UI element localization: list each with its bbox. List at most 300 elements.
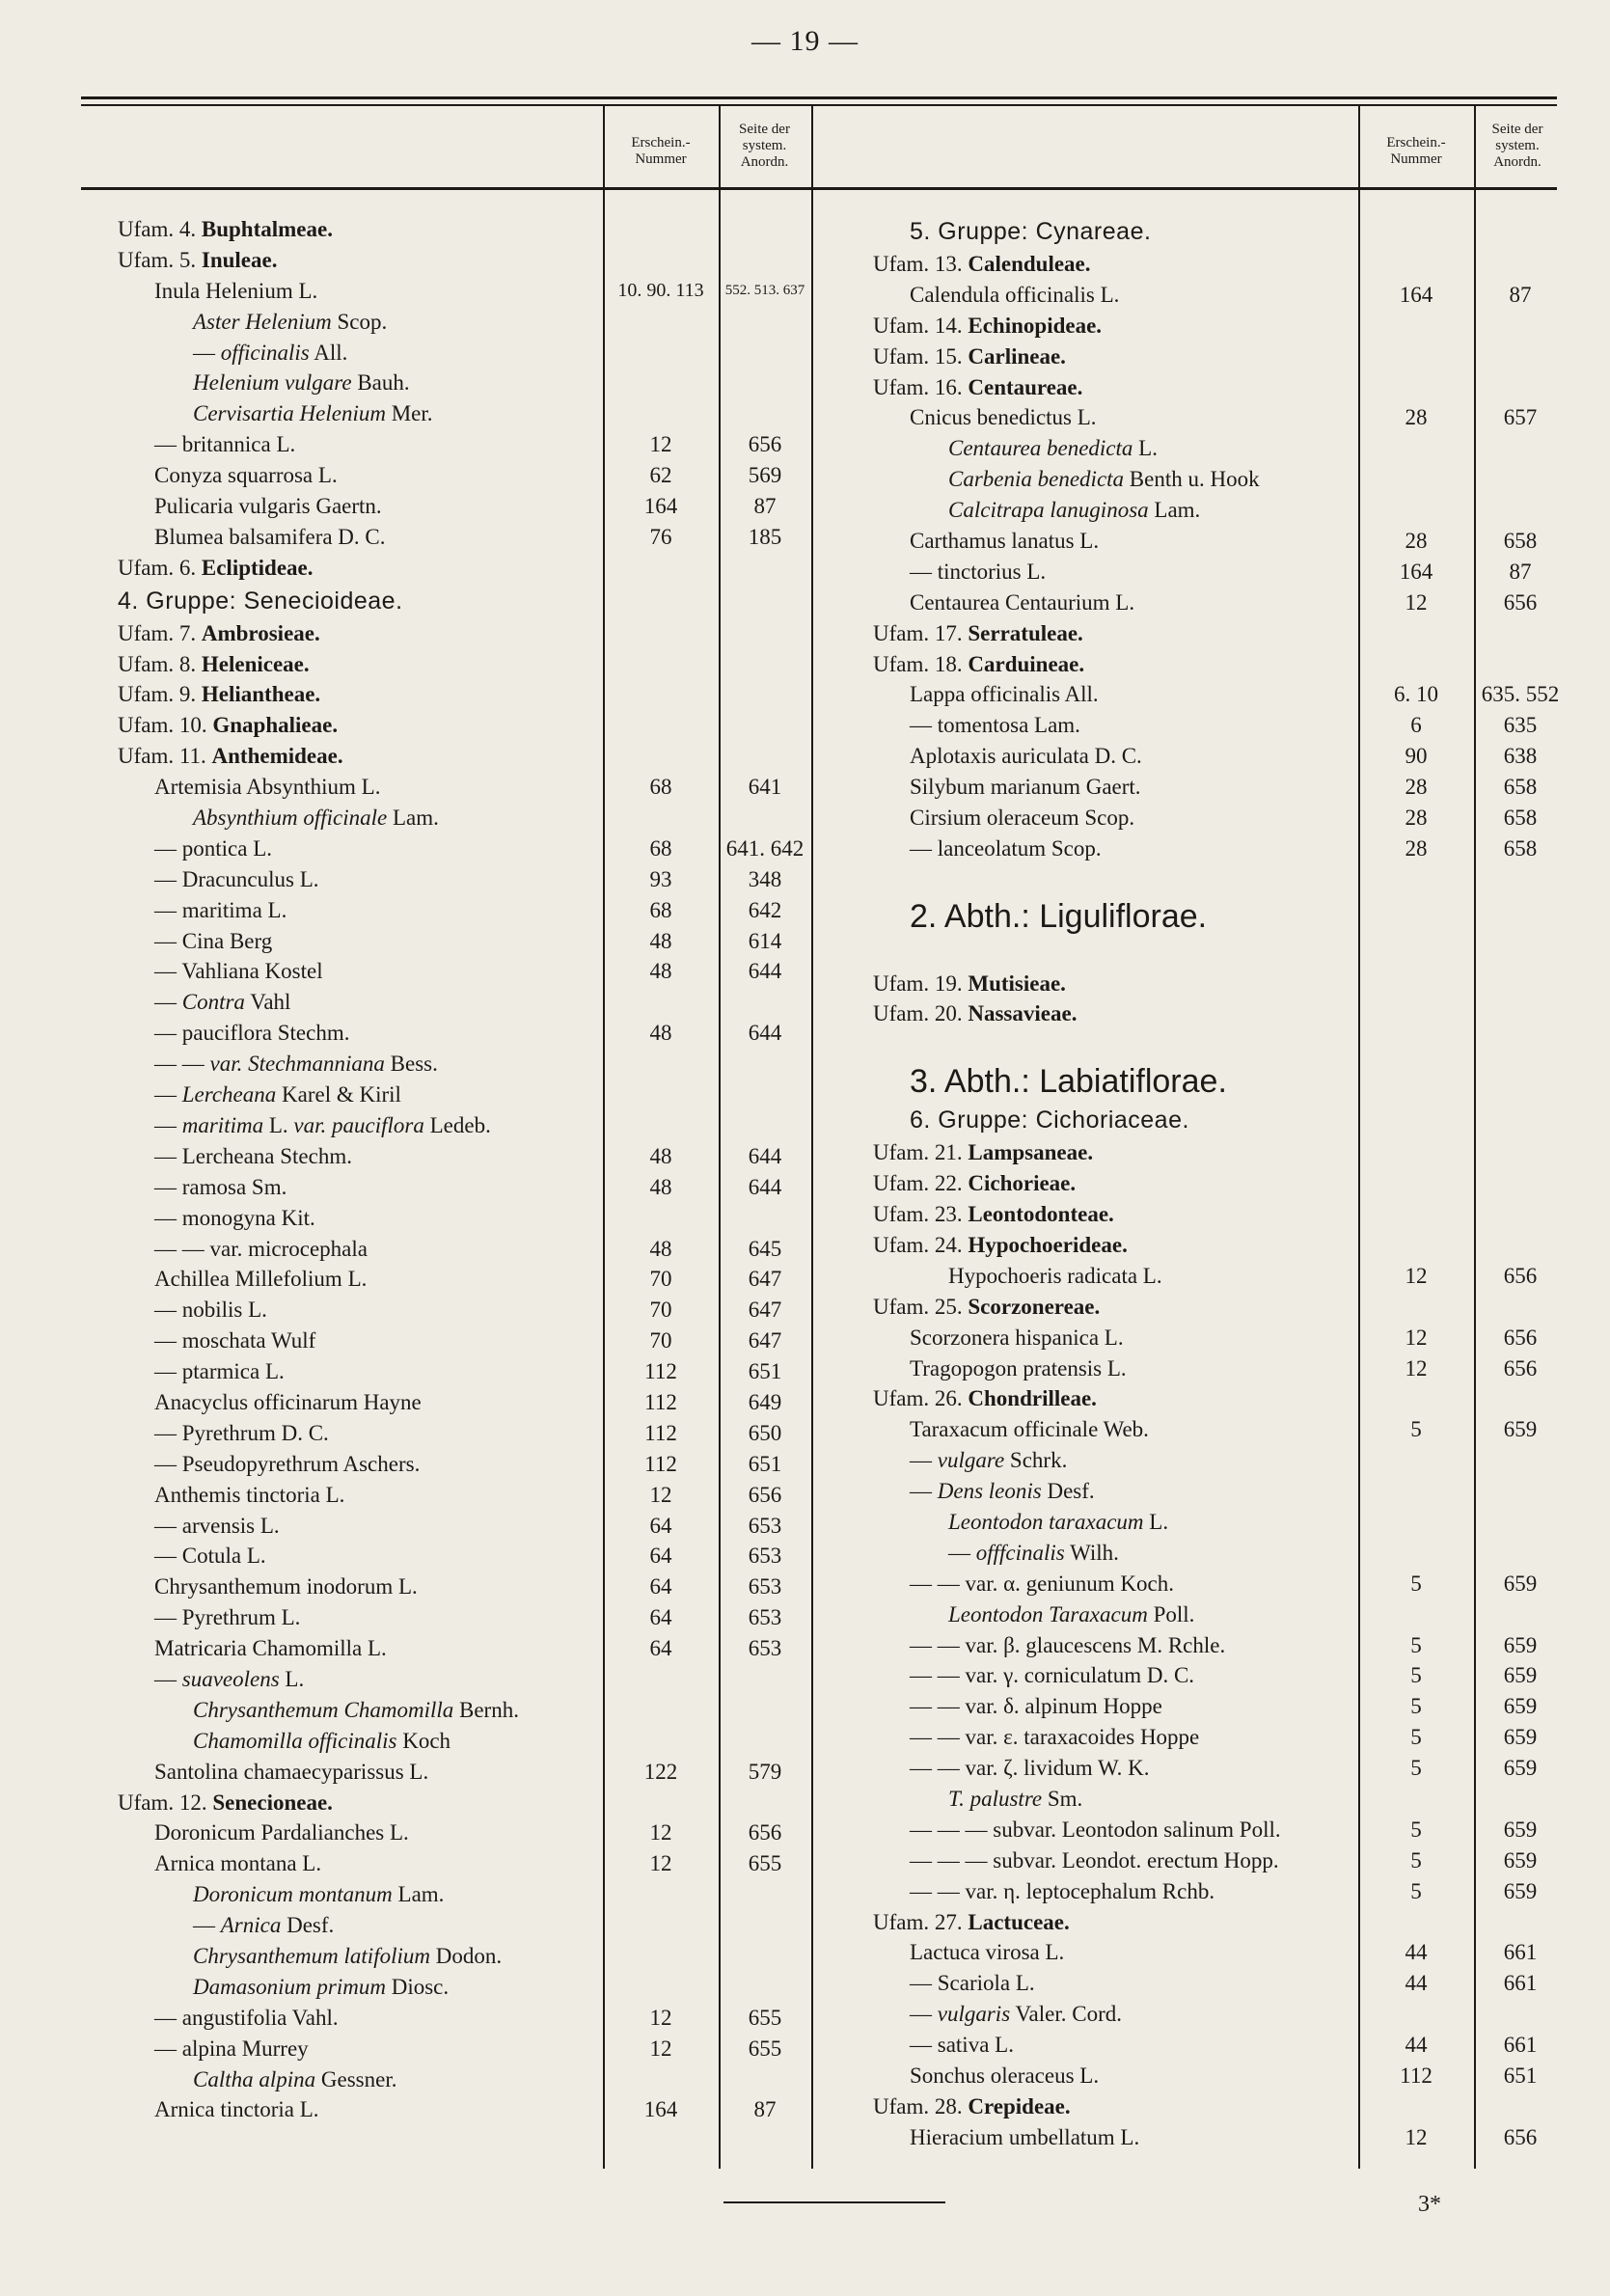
entry-label: [910, 803, 1134, 834]
synonym-name: var. pauciflora: [293, 1112, 424, 1137]
taxon-name: — Cina Berg: [154, 928, 273, 953]
seite-anordnung: 656: [1503, 1263, 1538, 1288]
taxon-name: — — var. ε. taraxacoides Hoppe: [910, 1725, 1200, 1750]
seite-anordnung: 614: [748, 928, 782, 953]
entry-label: [910, 1103, 1189, 1138]
subfamily-prefix: Ufam. 5.: [118, 247, 202, 272]
erschein-nummer: 5: [1410, 1847, 1422, 1872]
synonym-name: Caltha alpina: [193, 2066, 316, 2091]
taxon-prefix: —: [154, 1082, 182, 1107]
list-item: [873, 1815, 1568, 1845]
entry-label: [193, 1972, 449, 2003]
entry-label: [154, 1234, 368, 1265]
list-item: [118, 1602, 812, 1633]
taxon-name: Hypochoeris radicata L.: [948, 1263, 1162, 1288]
entry-label: [154, 276, 317, 307]
erschein-nummer: 12: [649, 1820, 672, 1845]
entry-label: [154, 491, 382, 522]
erschein-nummer: 12: [649, 2005, 672, 2030]
list-item: [873, 495, 1568, 526]
entry-label: [948, 495, 1200, 526]
taxon-prefix: —: [154, 990, 182, 1015]
erschein-nummer: 112: [644, 1359, 677, 1384]
list-item: [873, 280, 1568, 311]
seite-anordnung: 647: [748, 1328, 782, 1353]
synonym-name: Leontodon taraxacum: [948, 1509, 1144, 1534]
entry-label: [948, 464, 1260, 495]
erschein-nummer: 164: [1399, 282, 1433, 307]
subfamily-name: Senecioneae.: [212, 1790, 333, 1815]
list-item: [118, 1387, 812, 1418]
taxon-name: Matricaria Chamomilla L.: [154, 1636, 387, 1661]
taxon-name: Inula Helenium L.: [154, 278, 318, 303]
erschein-nummer: 122: [643, 1759, 678, 1784]
taxon-name: — Pseudopyrethrum Aschers.: [154, 1451, 421, 1476]
list-item: [873, 1476, 1568, 1507]
entry-label: [873, 2091, 1071, 2122]
subfamily-name: Heleniceae.: [201, 651, 310, 676]
seite-anordnung: 651: [748, 1451, 782, 1476]
taxon-name: — nobilis L.: [154, 1298, 267, 1323]
entry-label: [873, 1907, 1070, 1938]
list-item: [118, 1018, 812, 1049]
erschein-nummer: 70: [649, 1298, 672, 1323]
list-item: [118, 1757, 812, 1788]
list-item: [873, 1445, 1568, 1476]
erschein-nummer: 5: [1410, 1725, 1422, 1750]
subfamily-prefix: Ufam. 10.: [118, 713, 213, 738]
author-name: Desf.: [1041, 1479, 1095, 1504]
header-line: Nummer: [635, 151, 687, 167]
erschein-nummer: 44: [1405, 1940, 1428, 1965]
seite-anordnung: 659: [1503, 1571, 1538, 1596]
erschein-nummer: 93: [649, 866, 672, 891]
taxon-name: Anacyclus officinarum Hayne: [154, 1389, 422, 1414]
taxon-name: Chrysanthemum inodorum L.: [154, 1574, 418, 1599]
list-item: [118, 1664, 812, 1695]
subfamily-prefix: Ufam. 8.: [118, 651, 202, 676]
list-item: [873, 1907, 1568, 1938]
list-item: [873, 1845, 1568, 1876]
subfamily-prefix: Ufam. 27.: [873, 1909, 969, 1934]
author-name: Ledeb.: [423, 1112, 491, 1137]
entry-label: [910, 1630, 1225, 1661]
seite-anordnung: 348: [748, 866, 782, 891]
entry-label: [154, 926, 272, 957]
seite-anordnung: 87: [1509, 559, 1532, 584]
list-item: [118, 1480, 812, 1511]
list-item: [118, 803, 812, 834]
subfamily-name: Lampsaneae.: [968, 1140, 1094, 1165]
subfamily-prefix: Ufam. 11.: [118, 744, 212, 769]
list-item: [873, 402, 1568, 433]
list-item: [118, 834, 812, 864]
top-double-rule-1: [81, 96, 1557, 99]
erschein-nummer: 90: [1405, 744, 1428, 769]
seite-anordnung: 642: [748, 897, 782, 922]
entry-label: [948, 1784, 1082, 1815]
header-line: Seite der: [739, 122, 790, 137]
entry-label: [193, 398, 433, 429]
taxon-name: — alpina Murrey: [154, 2036, 309, 2061]
entry-label: [910, 1999, 1122, 2030]
group-heading: 5. Gruppe: Cynareae.: [910, 218, 1152, 245]
taxon-name: — — var. γ. corniculatum D. C.: [910, 1663, 1195, 1688]
subfamily-name: Chondrilleae.: [968, 1386, 1097, 1411]
erschein-nummer: 5: [1410, 1817, 1422, 1842]
taxon-name: — sativa L.: [910, 2033, 1014, 2058]
author-name: Lam.: [387, 806, 439, 831]
entry-label: [910, 772, 1141, 803]
subfamily-prefix: Ufam. 7.: [118, 620, 202, 645]
list-item: [118, 1848, 812, 1879]
entry-label: [873, 1383, 1097, 1414]
taxon-name: Lappa officinalis All.: [910, 682, 1099, 707]
list-item: [873, 1784, 1568, 1815]
seite-anordnung: 644: [748, 1143, 782, 1168]
entry-label: [910, 2061, 1099, 2091]
entry-label: [118, 710, 338, 741]
entry-label: [910, 526, 1099, 557]
erschein-nummer: 5: [1410, 1417, 1422, 1442]
seite-anordnung: 87: [1509, 282, 1532, 307]
list-item: [118, 1788, 812, 1818]
list-item: [873, 834, 1568, 864]
seite-anordnung: 653: [748, 1513, 782, 1538]
subfamily-name: Hypochoerideae.: [968, 1232, 1128, 1257]
entry-label: [154, 987, 290, 1018]
erschein-nummer: 48: [649, 928, 672, 953]
seite-anordnung: 552. 513. 637: [724, 282, 805, 298]
taxon-name: — Cotula L.: [154, 1544, 266, 1569]
right-header-num2: [1474, 122, 1561, 171]
erschein-nummer: 5: [1410, 1756, 1422, 1781]
entry-label: [154, 1449, 420, 1480]
taxon-prefix: —: [910, 1448, 938, 1473]
taxon-name: — tinctorius L.: [910, 559, 1047, 584]
list-item: [873, 588, 1568, 618]
seite-anordnung: 658: [1503, 775, 1538, 800]
seite-anordnung: 87: [753, 494, 777, 519]
entry-label: [873, 372, 1082, 403]
entry-label: [910, 1323, 1124, 1353]
entry-label: [910, 710, 1080, 741]
erschein-nummer: 112: [644, 1389, 677, 1414]
entry-label: [118, 1788, 333, 1818]
entry-label: [118, 649, 310, 680]
header-line: system.: [742, 138, 787, 153]
list-item: [873, 1691, 1568, 1722]
seite-anordnung: 644: [748, 959, 782, 984]
group-heading: 4. Gruppe: Senecioideae.: [118, 587, 403, 615]
subfamily-name: Crepideae.: [968, 2093, 1071, 2118]
entry-label: [154, 772, 380, 803]
taxon-prefix: —: [193, 1913, 221, 1938]
seite-anordnung: 579: [748, 1759, 782, 1784]
entry-label: [154, 1295, 267, 1326]
list-item: [873, 1103, 1568, 1137]
seite-anordnung: 651: [748, 1359, 782, 1384]
taxon-name: — tomentosa Lam.: [910, 713, 1080, 738]
entry-label: [873, 249, 1091, 280]
entry-label: [154, 1572, 418, 1602]
list-item: [873, 1168, 1568, 1199]
list-item: [873, 372, 1568, 403]
seite-anordnung: 651: [1503, 2063, 1538, 2088]
erschein-nummer: 28: [1405, 775, 1428, 800]
list-item: [118, 2003, 812, 2034]
division-heading: 2. Abth.: Liguliflorae.: [910, 897, 1208, 935]
header-line: Anordn.: [740, 154, 789, 170]
subfamily-name: Carlineae.: [968, 343, 1066, 369]
subfamily-name: Lactuceae.: [968, 1909, 1070, 1934]
subfamily-name: Gnaphalieae.: [212, 713, 339, 738]
list-item: [118, 864, 812, 895]
author-name: L.: [263, 1112, 294, 1137]
header-line: system.: [1495, 138, 1540, 153]
subfamily-name: Centaureae.: [968, 374, 1083, 399]
entry-label: [873, 1230, 1128, 1261]
entry-label: [118, 679, 320, 710]
seite-anordnung: 659: [1503, 1632, 1538, 1657]
entry-label: [873, 998, 1077, 1029]
author-name: Sm.: [1042, 1786, 1083, 1811]
taxon-prefix: —: [154, 1666, 182, 1691]
list-item: [873, 2122, 1568, 2153]
subfamily-name: Calenduleae.: [968, 252, 1091, 276]
author-name: Mer.: [385, 401, 433, 426]
erschein-nummer: 5: [1410, 1663, 1422, 1688]
entry-label: [154, 1602, 300, 1633]
erschein-nummer: 28: [1405, 835, 1428, 861]
list-item: [118, 368, 812, 398]
author-name: Poll.: [1147, 1601, 1195, 1626]
taxon-name: — — — subvar. Leondot. erectum Hopp.: [910, 1847, 1279, 1872]
subfamily-prefix: Ufam. 17.: [873, 620, 969, 645]
subfamily-prefix: Ufam. 20.: [873, 1001, 969, 1026]
author-name: Benth u. Hook: [1124, 467, 1260, 492]
taxon-name: Cnicus benedictus L.: [910, 405, 1097, 430]
list-item: [118, 553, 812, 584]
taxon-name: — — var. δ. alpinum Hoppe: [910, 1694, 1162, 1719]
entry-label: [910, 1968, 1035, 1999]
header-line: Seite der: [1491, 122, 1543, 137]
list-item: [118, 772, 812, 803]
seite-anordnung: 658: [1503, 806, 1538, 831]
list-item: [873, 1199, 1568, 1230]
seite-anordnung: 659: [1503, 1725, 1538, 1750]
taxon-name: Arnica montana L.: [154, 1851, 322, 1876]
erschein-nummer: 12: [649, 432, 672, 457]
subfamily-name: Scorzonereae.: [968, 1294, 1101, 1319]
synonym-name: Leontodon Taraxacum: [948, 1601, 1148, 1626]
taxon-name: — pontica L.: [154, 835, 272, 861]
taxon-name: — — var. ζ. lividum W. K.: [910, 1756, 1150, 1781]
entry-label: [910, 280, 1119, 311]
top-double-rule-2: [81, 104, 1557, 106]
taxon-name: — Pyrethrum L.: [154, 1605, 301, 1630]
entry-label: [910, 1691, 1162, 1722]
subfamily-prefix: Ufam. 26.: [873, 1386, 969, 1411]
subfamily-prefix: Ufam. 22.: [873, 1171, 969, 1196]
erschein-nummer: 12: [1405, 589, 1428, 615]
erschein-nummer: 5: [1410, 1632, 1422, 1657]
entry-label: [154, 1264, 367, 1295]
erschein-nummer: 12: [1405, 1355, 1428, 1380]
list-item: [873, 1261, 1568, 1292]
entry-label: [193, 1695, 519, 1726]
list-item: [873, 1599, 1568, 1630]
erschein-nummer: 28: [1405, 529, 1428, 554]
entry-label: [154, 1511, 280, 1542]
entry-label: [193, 338, 347, 369]
subfamily-prefix: Ufam. 21.: [873, 1140, 969, 1165]
list-item: [873, 1876, 1568, 1907]
list-item: [873, 803, 1568, 834]
entry-label: [873, 649, 1084, 680]
subfamily-name: Leontodonteae.: [968, 1202, 1114, 1227]
synonym-name: Absynthium officinale: [193, 806, 388, 831]
list-item: [118, 926, 812, 957]
list-item: [873, 1137, 1568, 1168]
synonym-name: Doronicum montanum: [193, 1882, 393, 1907]
entry-label: [910, 1476, 1095, 1507]
entry-label: [118, 741, 343, 772]
erschein-nummer: 164: [643, 494, 678, 519]
synonym-name: Dens leonis: [937, 1479, 1042, 1504]
list-item: [118, 1203, 812, 1234]
taxon-name: Arnica tinctoria L.: [154, 2097, 319, 2122]
seite-anordnung: 659: [1503, 1847, 1538, 1872]
entry-label: [154, 1541, 266, 1572]
synonym-name: Calcitrapa lanuginosa: [948, 498, 1149, 523]
list-item: [873, 1029, 1568, 1060]
seite-anordnung: 647: [748, 1267, 782, 1292]
taxon-name: — moschata Wulf: [154, 1328, 316, 1353]
seite-anordnung: 659: [1503, 1694, 1538, 1719]
erschein-nummer: 70: [649, 1267, 672, 1292]
taxon-name: Pulicaria vulgaris Gaertn.: [154, 494, 382, 519]
erschein-nummer: 68: [649, 835, 672, 861]
entry-label: [193, 1879, 444, 1910]
seite-anordnung: 87: [753, 2097, 777, 2122]
taxon-name: — Lercheana Stechm.: [154, 1143, 352, 1168]
synonym-name: vulgare: [937, 1448, 1005, 1473]
list-item: [873, 1353, 1568, 1384]
taxon-prefix: —: [910, 1479, 938, 1504]
seite-anordnung: 656: [1503, 2124, 1538, 2149]
list-item: [873, 249, 1568, 280]
taxon-name: — — var. β. glaucescens M. Rchle.: [910, 1632, 1226, 1657]
list-item: [873, 1292, 1568, 1323]
entry-label: [948, 1507, 1168, 1538]
author-name: Schrk.: [1004, 1448, 1068, 1473]
taxon-name: Blumea balsamifera D. C.: [154, 524, 386, 549]
seite-anordnung: 641. 642: [725, 835, 805, 861]
seite-anordnung: 653: [748, 1636, 782, 1661]
erschein-nummer: 28: [1405, 806, 1428, 831]
subfamily-name: Ecliptideae.: [201, 555, 314, 580]
list-item: [873, 433, 1568, 464]
entry-label: [154, 1080, 401, 1110]
list-item: [873, 969, 1568, 999]
subfamily-name: Echinopideae.: [968, 313, 1103, 338]
subfamily-prefix: Ufam. 4.: [118, 217, 202, 241]
erschein-nummer: 68: [649, 775, 672, 800]
taxon-name: — — var. α. geniunum Koch.: [910, 1571, 1174, 1596]
synonym-name: Contra: [181, 990, 245, 1015]
entry-label: [154, 1110, 491, 1141]
entry-label: [910, 588, 1134, 618]
entry-label: [948, 1538, 1119, 1569]
synonym-name: officinalis: [220, 340, 310, 365]
list-item: [118, 1172, 812, 1203]
erschein-nummer: 64: [649, 1574, 672, 1599]
subfamily-prefix: Ufam. 6.: [118, 555, 202, 580]
list-item: [118, 710, 812, 741]
synonym-name: Lercheana: [181, 1082, 277, 1107]
list-item: [873, 1323, 1568, 1353]
erschein-nummer: 44: [1405, 1971, 1428, 1996]
taxon-name: Sonchus oleraceus L.: [910, 2063, 1100, 2088]
synonym-name: Chrysanthemum latifolium: [193, 1943, 430, 1968]
seite-anordnung: 656: [1503, 589, 1538, 615]
taxon-name: Aplotaxis auriculata D. C.: [910, 744, 1142, 769]
entry-label: [910, 1722, 1199, 1753]
list-item: [118, 1049, 812, 1080]
entry-label: [154, 1757, 428, 1788]
list-item: [118, 1295, 812, 1326]
list-item: [873, 1722, 1568, 1753]
subfamily-prefix: Ufam. 23.: [873, 1202, 969, 1227]
list-item: [873, 342, 1568, 372]
erschein-nummer: 48: [649, 1236, 672, 1261]
taxon-name: Santolina chamaecyparissus L.: [154, 1759, 429, 1784]
taxon-name: — angustifolia Vahl.: [154, 2005, 339, 2030]
synonym-name: Chamomilla officinalis: [193, 1728, 397, 1753]
author-name: All.: [309, 340, 348, 365]
erschein-nummer: 76: [649, 524, 672, 549]
taxon-name: Tragopogon pratensis L.: [910, 1355, 1127, 1380]
list-item: [118, 618, 812, 649]
seite-anordnung: 649: [748, 1389, 782, 1414]
seite-anordnung: 185: [748, 524, 782, 549]
erschein-nummer: 12: [1405, 1263, 1428, 1288]
erschein-nummer: 5: [1410, 1878, 1422, 1903]
taxon-prefix: —: [193, 340, 221, 365]
entry-label: [118, 618, 320, 649]
entry-label: [873, 969, 1066, 999]
list-item: [873, 311, 1568, 342]
taxon-name: Anthemis tinctoria L.: [154, 1482, 345, 1507]
list-item: [118, 1110, 812, 1141]
erschein-nummer: 48: [649, 1021, 672, 1046]
entry-label: [154, 1018, 349, 1049]
entry-label: [910, 1445, 1067, 1476]
taxon-name: Achillea Millefolium L.: [154, 1267, 368, 1292]
header-bottom-rule: [81, 187, 1557, 190]
group-heading: 6. Gruppe: Cichoriaceae.: [910, 1107, 1189, 1134]
synonym-name: Arnica: [220, 1913, 282, 1938]
subfamily-prefix: Ufam. 15.: [873, 343, 969, 369]
author-name: Valer. Cord.: [1010, 2002, 1122, 2027]
entry-label: [118, 245, 277, 276]
taxon-name: — Vahliana Kostel: [154, 959, 323, 984]
erschein-nummer: 5: [1410, 1694, 1422, 1719]
page-number: — 19 —: [751, 25, 859, 57]
list-item: [118, 398, 812, 429]
list-item: [873, 2091, 1568, 2122]
